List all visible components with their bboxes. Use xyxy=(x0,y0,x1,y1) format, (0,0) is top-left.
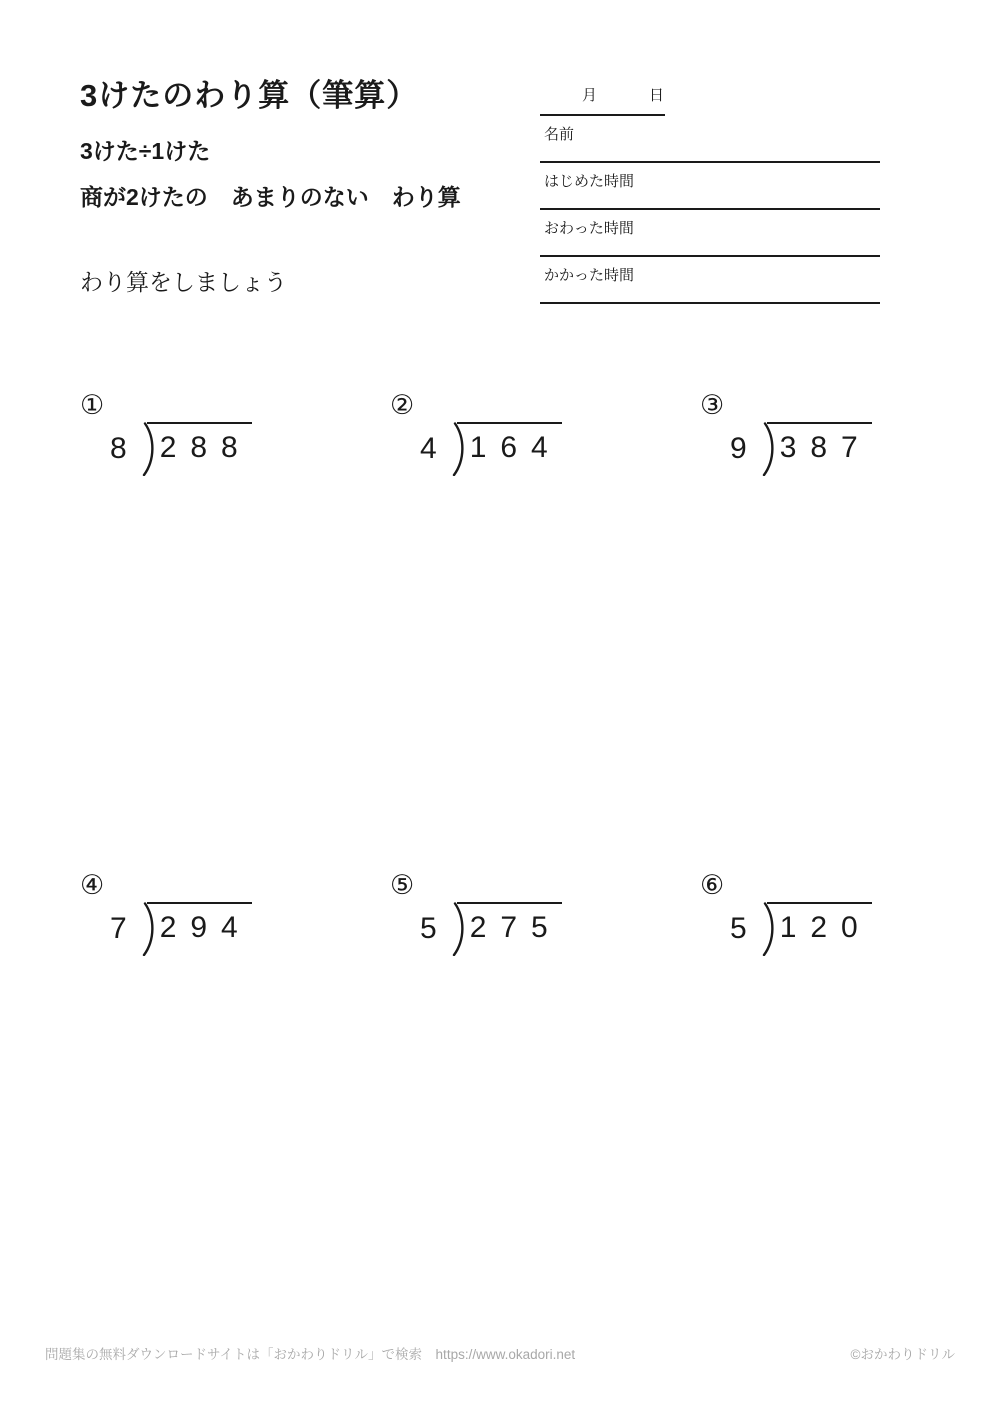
problem-number: ⑥ xyxy=(700,870,725,900)
divisor: 7 xyxy=(110,912,127,945)
divisor: 4 xyxy=(420,432,437,465)
dividend: 288 xyxy=(147,422,252,463)
elapsed-time-field xyxy=(540,257,880,304)
header-titles xyxy=(80,70,461,297)
name-field xyxy=(540,116,880,163)
page-title: 3けたのわり算（筆算） xyxy=(80,78,419,113)
division-problem-5 xyxy=(388,870,688,956)
divisor: 9 xyxy=(730,432,747,465)
dividend: 120 xyxy=(767,902,872,943)
footer-copyright: ©おかわりドリル xyxy=(850,1347,955,1362)
long-division xyxy=(730,422,998,476)
dividend: 275 xyxy=(457,902,562,943)
division-bracket xyxy=(451,902,562,956)
division-bracket xyxy=(141,422,252,476)
long-division xyxy=(110,902,378,956)
problem-number: ⑤ xyxy=(390,870,415,900)
dividend: 294 xyxy=(147,902,252,943)
division-problem-6 xyxy=(698,870,998,956)
long-division xyxy=(110,422,378,476)
start-time-label: はじめた時間 xyxy=(544,173,635,190)
dividend: 164 xyxy=(457,422,562,463)
problem-number: ② xyxy=(390,390,415,420)
division-problem-2 xyxy=(388,390,688,476)
start-time-field xyxy=(540,163,880,210)
long-division xyxy=(730,902,998,956)
problem-number: ① xyxy=(80,390,105,420)
end-time-label: おわった時間 xyxy=(544,220,634,237)
date-field xyxy=(540,84,665,116)
division-bracket xyxy=(451,422,562,476)
info-form xyxy=(540,84,880,304)
subtitle-problem-type: 商が2けたの あまりのない わり算 xyxy=(80,184,461,210)
division-bracket xyxy=(761,902,872,956)
divisor: 8 xyxy=(110,432,127,465)
long-division xyxy=(420,422,688,476)
subtitle-digit-format: 3けた÷1けた xyxy=(80,138,211,164)
divisor: 5 xyxy=(730,912,747,945)
division-problem-4 xyxy=(78,870,378,956)
division-bracket xyxy=(761,422,872,476)
division-problem-3 xyxy=(698,390,998,476)
long-division xyxy=(420,902,688,956)
name-label: 名前 xyxy=(544,126,575,143)
problem-number: ④ xyxy=(80,870,105,900)
month-label: 月 xyxy=(582,87,598,104)
division-problem-1 xyxy=(78,390,378,476)
problem-number: ③ xyxy=(700,390,725,420)
instruction-text: わり算をしましょう xyxy=(80,269,287,295)
division-bracket xyxy=(141,902,252,956)
footer-site-credit: 問題集の無料ダウンロードサイトは「おかわりドリル」で検索 https://www.okadori.net xyxy=(45,1347,576,1362)
divisor: 5 xyxy=(420,912,437,945)
elapsed-time-label: かかった時間 xyxy=(544,267,635,284)
end-time-field xyxy=(540,210,880,257)
day-label: 日 xyxy=(649,87,665,104)
dividend: 387 xyxy=(767,422,872,463)
